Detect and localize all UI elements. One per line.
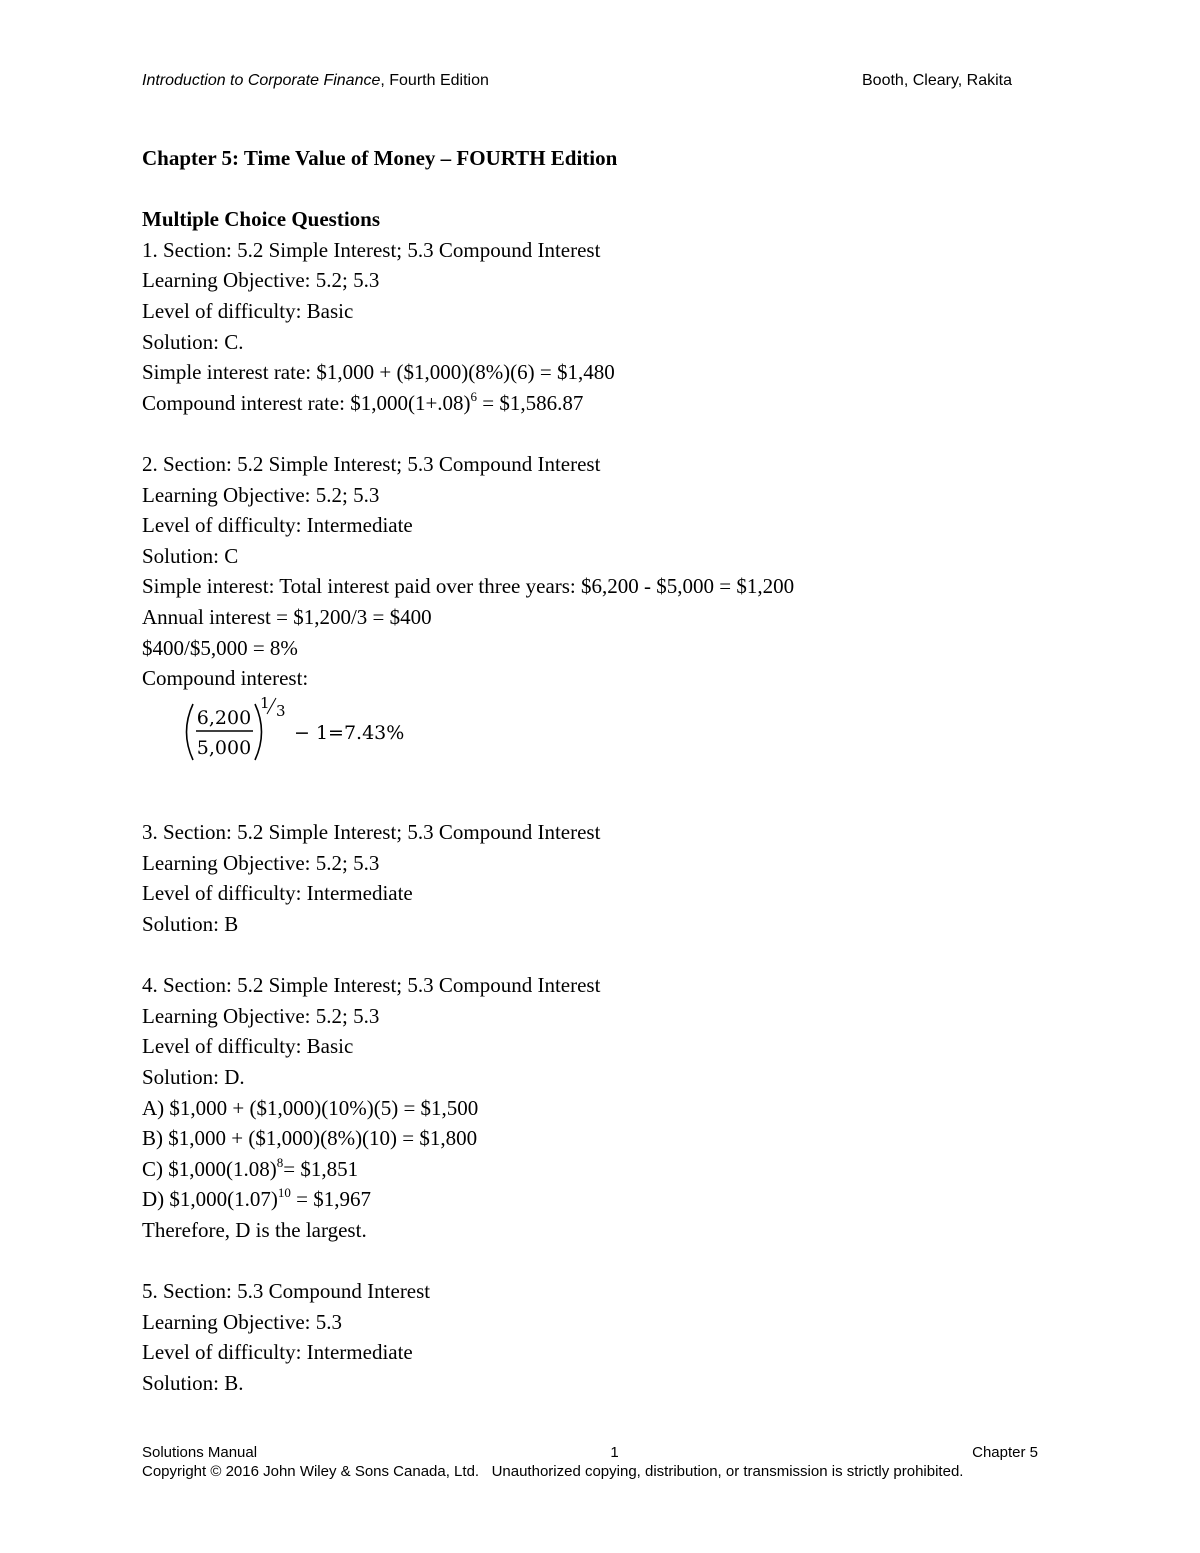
q4-section: 4. Section: 5.2 Simple Interest; 5.3 Compound Interest: [142, 973, 601, 998]
q4-option-d-exponent: 10: [277, 1185, 291, 1201]
q4-option-d: [142, 1184, 1102, 1215]
footer-left: Solutions Manual: [142, 1444, 258, 1461]
q2-simple-total: Simple interest: Total interest paid over three years: $6,200 - $5,000 = $1,200: [142, 574, 795, 599]
q3-solution: Solution: B: [142, 912, 239, 937]
formula-denominator: 5,000: [196, 736, 252, 759]
q4-objective: Learning Objective: 5.2; 5.3: [142, 1003, 380, 1028]
q3-section: 3. Section: 5.2 Simple Interest; 5.3 Compound Interest: [142, 820, 601, 845]
q4-option-b: B) $1,000 + ($1,000)(8%)(10) = $1,800: [142, 1126, 478, 1151]
q2-section: 2. Section: 5.2 Simple Interest; 5.3 Compound Interest: [142, 451, 601, 476]
q5-solution: Solution: B.: [142, 1370, 244, 1395]
question-3: [142, 817, 1102, 939]
q3-difficulty: Level of difficulty: Intermediate: [142, 881, 413, 906]
q1-difficulty: Level of difficulty: Basic: [142, 298, 354, 323]
q4-option-c: [142, 1154, 1102, 1185]
q1-compound-base: Compound interest rate: $1,000(1+.08): [142, 390, 471, 415]
formula-left-paren: [187, 704, 194, 760]
q4-option-c-exponent: 8: [276, 1154, 284, 1170]
q4-option-a: A) $1,000 + ($1,000)(10%)(5) = $1,500: [142, 1095, 479, 1120]
running-header: [142, 72, 1012, 90]
formula-exponent-denominator: 3: [276, 701, 286, 720]
q2-compound-formula: [180, 694, 1102, 787]
header-book-title-italic: Introduction to Corporate Finance: [142, 72, 381, 89]
chapter-title: Chapter 5: Time Value of Money – FOURTH Edition: [142, 146, 618, 170]
header-book-title: [142, 72, 489, 90]
q1-compound-result: = $1,586.87: [477, 390, 584, 415]
header-authors: Booth, Cleary, Rakita: [862, 72, 1012, 89]
q2-annual-interest: Annual interest = $1,200/3 = $400: [142, 604, 432, 629]
footer-right: Chapter 5: [972, 1444, 1038, 1461]
footer-copyright: Copyright © 2016 John Wiley & Sons Canada, Ltd. Unauthorized copying, distribution, or transmission is strictly prohibited.: [142, 1463, 964, 1480]
q2-solution: Solution: C: [142, 543, 239, 568]
q5-objective: Learning Objective: 5.3: [142, 1309, 343, 1334]
question-2: [142, 449, 1102, 787]
q4-difficulty: Level of difficulty: Basic: [142, 1034, 354, 1059]
q2-difficulty: Level of difficulty: Intermediate: [142, 513, 413, 538]
q1-solution: Solution: C.: [142, 329, 244, 354]
q4-option-d-base: D) $1,000(1.07): [142, 1187, 278, 1212]
formula-numerator: 6,200: [196, 706, 252, 729]
q5-difficulty: Level of difficulty: Intermediate: [142, 1340, 413, 1365]
running-footer: [142, 1444, 1038, 1461]
footer-page-number: 1: [610, 1444, 619, 1461]
q1-simple-interest: Simple interest rate: $1,000 + ($1,000)(8%)(6) = $1,480: [142, 360, 615, 385]
q2-objective: Learning Objective: 5.2; 5.3: [142, 482, 380, 507]
q2-compound-label: Compound interest:: [142, 666, 309, 691]
formula-right-paren: [255, 704, 262, 760]
q1-compound-exponent: 6: [470, 388, 478, 404]
q1-section: 1. Section: 5.2 Simple Interest; 5.3 Compound Interest: [142, 237, 601, 262]
question-5: [142, 1276, 1102, 1398]
q4-option-c-result: = $1,851: [283, 1156, 359, 1181]
formula-exponent-numerator: 1: [260, 693, 270, 712]
q1-objective: Learning Objective: 5.2; 5.3: [142, 268, 380, 293]
mcq-heading: Multiple Choice Questions: [142, 207, 381, 232]
q1-compound-interest: [142, 388, 1102, 419]
document-body: [142, 143, 1102, 1399]
question-4: [142, 970, 1102, 1245]
header-book-title-edition: , Fourth Edition: [380, 72, 489, 89]
question-1: [142, 235, 1102, 419]
q4-solution: Solution: D.: [142, 1065, 245, 1090]
q4-option-c-base: C) $1,000(1.08): [142, 1156, 277, 1181]
q2-ratio: $400/$5,000 = 8%: [142, 635, 298, 660]
q4-option-d-result: = $1,967: [290, 1187, 371, 1212]
q4-conclusion: Therefore, D is the largest.: [142, 1218, 367, 1242]
q3-objective: Learning Objective: 5.2; 5.3: [142, 850, 380, 875]
formula-result: − 1=7.43%: [294, 721, 405, 744]
q5-section: 5. Section: 5.3 Compound Interest: [142, 1279, 431, 1304]
formula-graphic: [180, 694, 480, 787]
